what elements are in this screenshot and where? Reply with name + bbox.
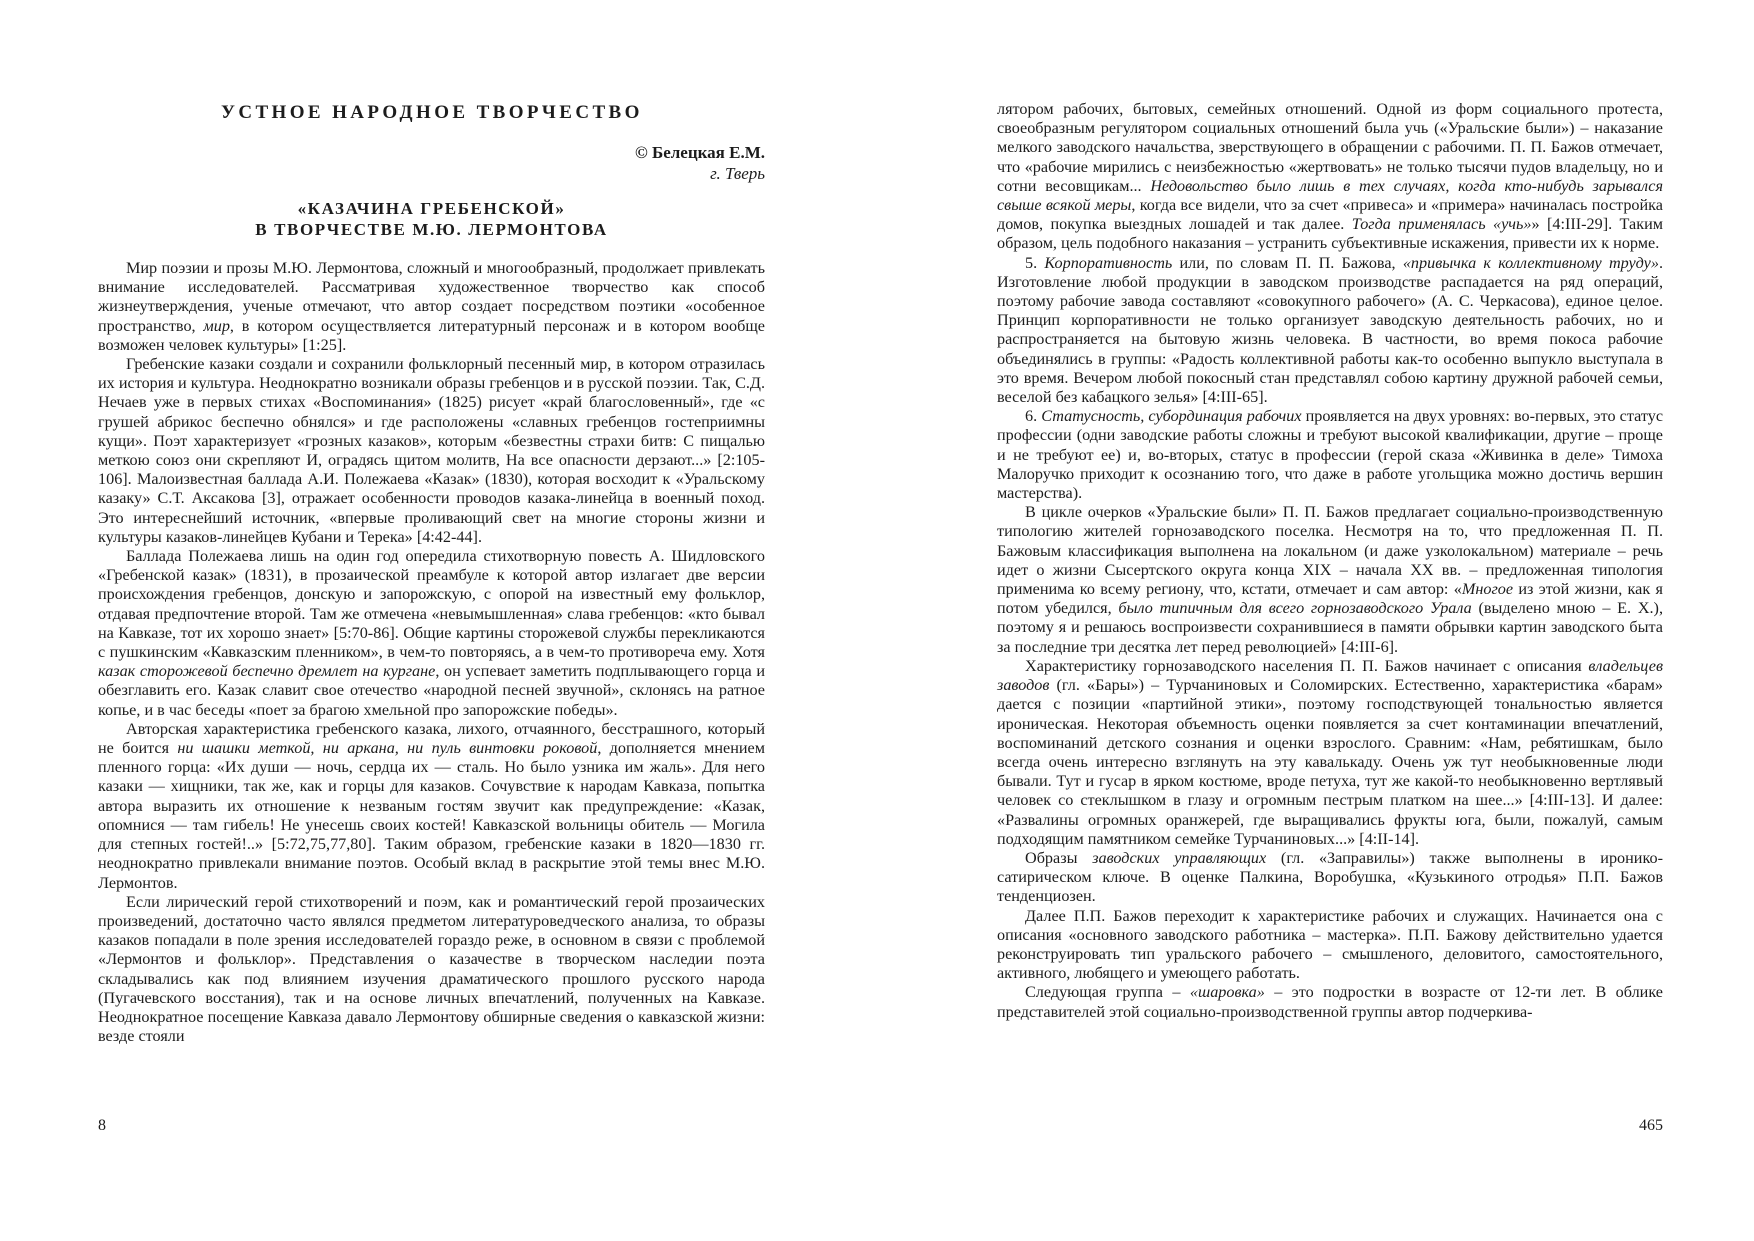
text-run: проявляется на двух уровнях: во-первых, это статус профессии (одни заводские работы сложны и требуют высокой квалификации, другие – проще и не требуют ее) и, во-вторых, статус в профессии (герой сказа «Живинка в деле» Тимоха Малоручко приходит к осознанию того, что даже в работе угольщика можно достичь вершин мастерства). [997,407,1663,503]
paragraph [997,657,1663,849]
italic-text: владельцев заводов [997,656,1663,695]
italic-text: «привычка к коллективному труду» [1402,253,1659,272]
paragraph [997,100,1663,254]
paragraph [997,254,1663,408]
paragraph [997,849,1663,907]
text-run: Мир поэзии и прозы М.Ю. Лермонтова, сложный и многообразный, продолжает привлекать внимание исследователей. Рассматривая художественное творчество как способ жизнеутверждения, ученые отмечают, что автор создает посредством поэтики «особенное пространство, [98,259,765,335]
italic-text: заводских управляющих [1092,848,1267,867]
italic-text: было типичным для всего горнозаводского Урала [1118,599,1472,618]
italic-text: Многое [1461,580,1514,599]
text-run: или, по словам П. П. Бажова, [1172,253,1403,272]
paragraph [98,355,765,547]
italic-text: мир [203,316,230,335]
paragraph [98,259,765,355]
text-run: , дополняется мнением пленного горца: «Их души — ночь, сердца их — сталь. Но было узника им жаль». Для него казаки — хищники, так же, как и горцы для казаков. Сочувствие к народам Кавказа, попытка автора выразить их отношение к незваным гостям звучит как предупреждение: «Казак, опомнися — там гибель! Не унесешь своих костей! Кавказской вольницы обитель — Могила для степных гостей!..» [5:72,75,77,80]. Таким образом, гребенские казаки в 1820—1830 гг. неоднократно привлекали внимание поэтов. Особый вклад в раскрытие этой темы внес М.Ю. Лермонтов. [98,739,765,892]
text-run: – это подростки в возрасте от 12-ти лет. В облике представителей этой социально-производственной группы автор подчеркива- [997,983,1663,1021]
text-run: 6. [1025,407,1042,426]
italic-text: казак сторожевой беспечно дремлет на кургане [98,662,436,681]
text-run: (гл. «Бары») – Турчаниновых и Соломирских. Естественно, характеристика «барам» дается с позиции «партийной этики», поэтому господствующей тональностью является ироническая. Некоторая объемность оценки появляется за счет контаминации впечатлений, воспоминаний детского сознания и оценки взрослого. Сравним: «Нам, ребятишкам, было всегда очень интересно взглянуть на эту кавалькаду. Очень уж тут необыкновенные люди бывали. Тут и гусар в ярком костюме, вроде петуха, тут же какой-то необыкновенно вертлявый человек со стеклышком в глазу и огромным пестрым платком на шее...» [4:III-13]. И далее: «Развалины огромных оранжерей, где выращивались фрукты юга, были, пожалуй, самым подходящим памятником семейке Турчаниновых...» [4:II-14]. [997,676,1663,848]
text-run: , в котором осуществляется литературный персонаж и в котором вообще возможен человек культуры» [1:25]. [98,316,765,354]
text-run: Следующая группа – [1025,983,1190,1002]
text-run: Образы [1025,848,1093,867]
right-page-body-text [997,100,1663,1022]
text-run: лятором рабочих, бытовых, семейных отношений. Одной из форм социального протеста, своеобразным регулятором социальных отношений была учь («Уральские были») – наказание мелкого заводского начальства, зверствующего в обращении с рабочими. П. П. Бажов отмечает, что «рабочие мирились с неизбежностью «жертвовать» не только тысячи пудов владельцу, но и сотни весовщикам... [997,100,1663,195]
text-run: (гл. «Заправилы») также выполнены в иронико-сатирическом ключе. В оценке Палкина, Воробушка, «Кузькиного отродья» П.П. Бажов тенденциозен. [997,848,1663,906]
text-run: Авторская характеристика гребенского казака, лихого, отчаянного, бесстрашного, который не боится [98,719,765,758]
text-run: Гребенские казаки создали и сохранили фольклорный песенный мир, в котором отразилась их история и культура. Неоднократно возникали образы гребенцов и в русской поэзии. Так, С.Д. Нечаев уже в первых стихах «Воспоминания» (1825) рисует «край благословенный», где «с грушей абрикос беспечно обнялся» и где расположены «славных гребенцов гостеприимны кущи». Поэт характеризует «грозных казаков», которым «безвестны страхи битв: С пищалью меткою союз они скрепляют И, оградясь щитом молитв, На все опасности дерзают...» [2:105-106]. Малоизвестная баллада А.И. Полежаева «Казак» (1830), которая восходит к «Уральскому казаку» С.Т. Аксакова [3], отражает особенности проводов казака-линейца в военный поход. Это интереснейший источник, «впервые проливающий свет на многие стороны жизни и культуры казаков-линейцев Кубани и Терека» [4:42-44]. [98,355,765,546]
right-page [997,0,1663,1241]
text-run: из этой жизни, как я потом убедился, [997,580,1663,618]
article-title [98,198,765,240]
text-run: Если лирический герой стихотворений и поэм, как и романтический герой прозаических произведений, достаточно часто являлся предметом литературоведческого анализа, то образы казаков попадали в поле зрения исследователей гораздо реже, в основном в связи с проблемой «Лермонтов и фольклор». Представления о казачестве в творческом наследии поэта складывались как под влиянием изучения драматического прошлого русского народа (Пугачевского восстания), так и на основе личных впечатлений, полученных на Кавказе. Неоднократное посещение Кавказа давало Лермонтову обширные сведения о кавказской жизни: везде стояли [98,892,765,1046]
left-page [98,0,765,1241]
author-block [635,142,765,184]
text-run: Характеристику горнозаводского населения П. П. Бажов начинает с описания [1025,656,1589,675]
paragraph [98,893,765,1047]
text-run: , когда все видели, что за счет «привеса» и «примера» начиналась постройка домов, покупка выездных лошадей и так далее. [997,196,1663,234]
author-city: г. Тверь [710,164,765,183]
left-page-body-text [98,259,765,1046]
page-number: 465 [1639,1117,1663,1134]
author-name: © Белецкая Е.М. [635,143,765,162]
paragraph [98,720,765,893]
paragraph [997,407,1663,503]
italic-text: Тогда применялась «учь» [1351,215,1532,234]
text-run: Далее П.П. Бажов переходит к характеристике рабочих и служащих. Начинается она с описания «основного заводского работника – мастерка». П.П. Бажову действительно удается реконструировать тип уральского рабочего – смышленого, деловитого, самостоятельного, активного, любящего и умеющего работать. [997,906,1663,983]
article-title-line: В ТВОРЧЕСТВЕ М.Ю. ЛЕРМОНТОВА [255,220,608,239]
article-title-line: «КАЗАЧИНА ГРЕБЕНСКОЙ» [297,199,566,218]
text-run: В цикле очерков «Уральские были» П. П. Бажов предлагает социально-производственную типологию жителей горнозаводского поселка. Несмотря на то, что предложенная П. П. Бажовым классификация выполнена на локальном (и даже узколокальном) материале – речь идет о жизни Сысертского округа конца XIX – начала XX вв. – предложенная типология применима ко всему региону, что, кстати, отмечает и сам автор: « [997,503,1663,599]
italic-text: «шаровка» [1189,983,1265,1002]
text-run: . Изготовление любой продукции в заводском производстве распадается на ряд операций, поэтому рабочие завода составляют «совокупного рабочего» (А. С. Черкасова), единое целое. Принцип корпоративности не только организует заводскую деятельность рабочих, но и распространяется на бытовую жизнь человека. В частности, во время покоса рабочие объединялись в группы: «Радость коллективной работы как-то особенно выпукло выступала в это время. Вечером любой покосный стан представлял собою картину дружной рабочей семьи, веселой без кабацкого зелья» [4:III-65]. [997,253,1663,407]
text-run: 5. [1025,253,1045,272]
italic-text: Статусность, субординация рабочих [1041,407,1302,426]
section-heading: УСТНОЕ НАРОДНОЕ ТВОРЧЕСТВО [221,102,643,123]
text-run: » [4:III-29]. Таким образом, цель подобного наказания – устранить субъективные искажения, привести их к норме. [997,215,1663,253]
text-run: , он успевает заметить подплывающего горца и обезглавить его. Казак славит свое отечество «народной песней звучной», склонясь на ратное копье, и в час беседы «поет за брагою хмельной про запорожские победы». [98,662,765,719]
paragraph [98,547,765,720]
text-run: (выделено мною – Е. Х.), поэтому я и решаюсь воспроизвести сохранившиеся в памяти обрывки картин заводского быта за последние три десятка лет перед революцией» [4:III-6]. [997,599,1663,656]
paragraph [997,983,1663,1021]
text-run: Баллада Полежаева лишь на один год опередила стихотворную повесть А. Шидловского «Гребенской казак» (1831), в прозаической преамбуле к которой автор излагает две версии происхождения гребенцов, донскую и запорожскую, с опорой на известный ему фольклор, отдавая предпочтение второй. Там же отмечена «невымышленная» слава гребенцов: «кто бывал на Кавказе, тот их хорошо знает» [5:70-86]. Общие картины сторожевой службы перекликаются с пушкинским «Кавказским пленником», в чем-то повторяясь, а в чем-то противореча ему. Хотя [98,547,765,662]
paragraph [997,907,1663,984]
paragraph [997,503,1663,657]
page-number: 8 [98,1117,106,1134]
italic-text: Недовольство было лишь в тех случаях, когда кто-нибудь зарывался свыше всякой меры [997,176,1663,215]
italic-text: ни шашки меткой, ни аркана, ни пуль винтовки роковой [177,739,598,758]
italic-text: Корпоративность [1044,253,1173,272]
